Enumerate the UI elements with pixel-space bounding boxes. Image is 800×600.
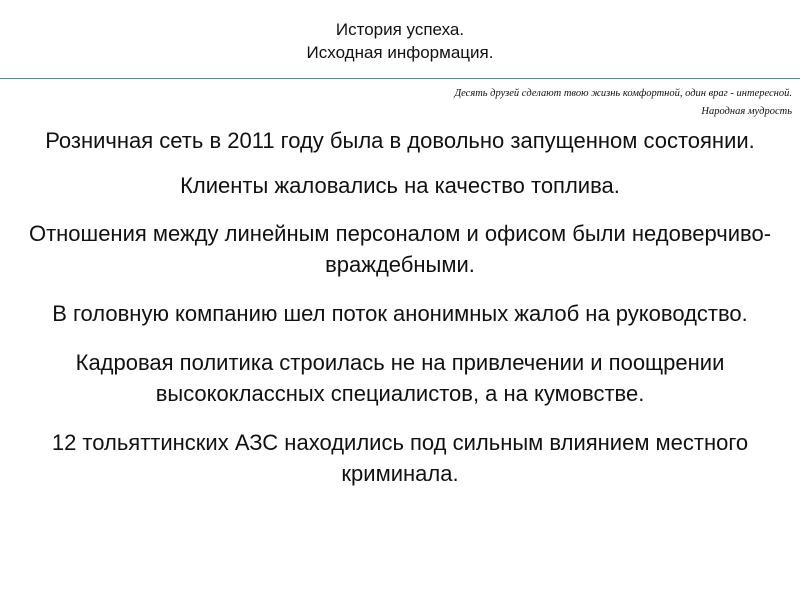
paragraph-staff-relations: Отношения между линейным персоналом и офисом были недоверчиво-враждебными.: [28, 221, 772, 277]
title-line-2: Исходная информация.: [306, 43, 494, 62]
epigraph-quote: Десять друзей сделают твою жизнь комфортной, один враг - интересной.: [454, 88, 792, 99]
paragraph-network-state: Розничная сеть в 2011 году была в довольно запущенном состоянии.: [45, 128, 755, 153]
title-line-1: История успеха.: [335, 20, 465, 39]
paragraph-criminal-influence: 12 тольяттинских АЗС находились под сильным влиянием местного криминала.: [51, 430, 749, 486]
epigraph-source: Народная мудрость: [701, 106, 792, 117]
content-body: [20, 125, 780, 489]
title-divider: [0, 78, 800, 79]
paragraph-anonymous-complaints: В головную компанию шел поток анонимных жалоб на руководство.: [52, 301, 748, 326]
paragraph-fuel-complaints: Клиенты жаловались на качество топлива.: [180, 173, 620, 198]
epigraph: [272, 85, 792, 121]
paragraph-hr-policy: Кадровая политика строилась не на привлечении и поощрении высококлассных специалистов, а на кумовстве.: [75, 350, 725, 406]
slide-title: [0, 18, 800, 64]
